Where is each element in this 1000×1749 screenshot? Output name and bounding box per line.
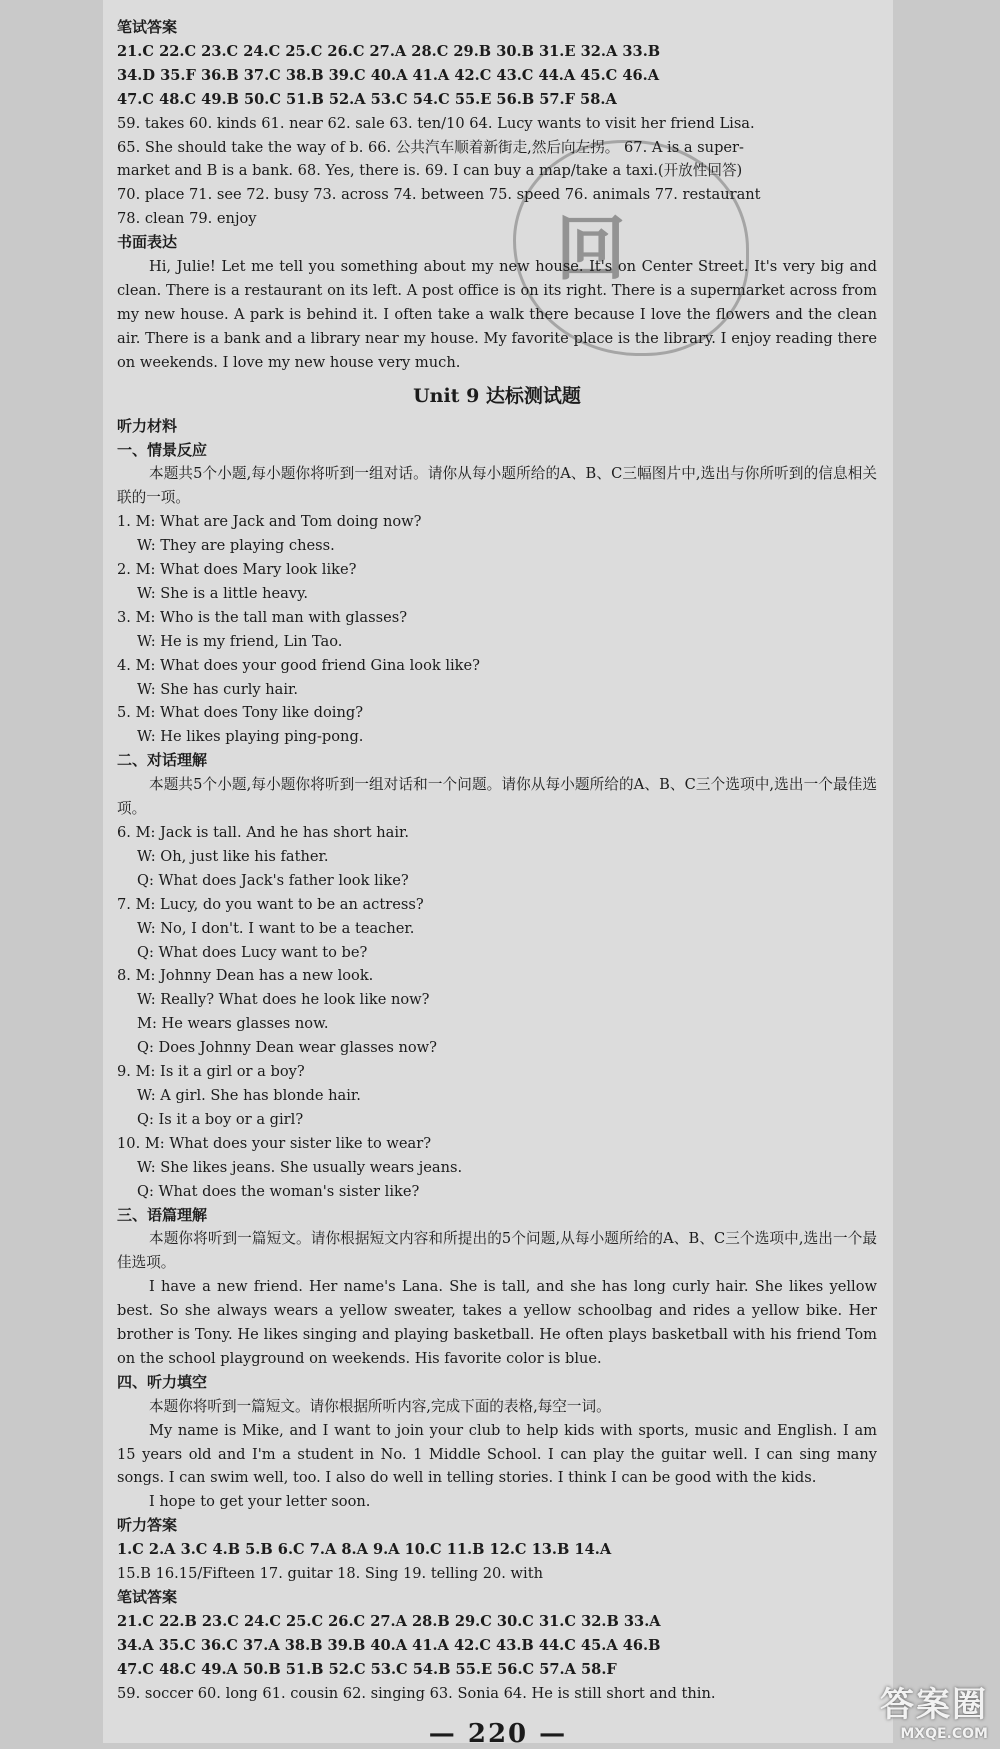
part2-title: 二、对话理解 — [117, 749, 877, 773]
dialogue-line: Q: Does Johnny Dean wear glasses now? — [117, 1036, 877, 1060]
dialogue-line: M: He wears glasses now. — [117, 1012, 877, 1036]
answer-line: 78. clean 79. enjoy — [117, 207, 877, 231]
dialogue-line: W: She is a little heavy. — [117, 582, 877, 606]
answer-line: 59. soccer 60. long 61. cousin 62. singing 63. Sonia 64. He is still short and thin. — [117, 1682, 877, 1706]
dialogue-line: W: She likes jeans. She usually wears jeans. — [117, 1156, 877, 1180]
dialogue-line: 3. M: Who is the tall man with glasses? — [117, 606, 877, 630]
dialogue-line: W: He is my friend, Lin Tao. — [117, 630, 877, 654]
dialogue-line: 8. M: Johnny Dean has a new look. — [117, 964, 877, 988]
answer-line: market and B is a bank. 68. Yes, there is. 69. I can buy a map/take a taxi.(开放性回答) — [117, 159, 877, 183]
dialogue-line: 6. M: Jack is tall. And he has short hair. — [117, 821, 877, 845]
writing-heading: 书面表达 — [117, 231, 877, 255]
answer-line: 47.C 48.C 49.B 50.C 51.B 52.A 53.C 54.C 55.E 56.B 57.F 58.A — [117, 88, 877, 112]
dialogue-line: W: They are playing chess. — [117, 534, 877, 558]
answer-line: 1.C 2.A 3.C 4.B 5.B 6.C 7.A 8.A 9.A 10.C 11.B 12.C 13.B 14.A — [117, 1538, 877, 1562]
dialogue-line: 2. M: What does Mary look like? — [117, 558, 877, 582]
answer-line: 47.C 48.C 49.A 50.B 51.B 52.C 53.C 54.B 55.E 56.C 57.A 58.F — [117, 1658, 877, 1682]
watermark-url: MXQE.COM — [838, 1726, 988, 1742]
part3-passage: I have a new friend. Her name's Lana. She is tall, and she has long curly hair. She likes yellow best. So she always wears a yellow sweater, takes a yellow schoolbag and rides a yellow bike. Her brother is Tony. He likes singing and playing basketball. He often plays basketball with his friend Tom on the school playground on weekends. His favorite color is blue. — [117, 1275, 877, 1371]
part3-instruction: 本题你将听到一篇短文。请你根据短文内容和所提出的5个问题,从每小题所给的A、B、C三个选项中,选出一个最佳选项。 — [117, 1227, 877, 1275]
dialogue-line: W: Really? What does he look like now? — [117, 988, 877, 1012]
answer-line: 70. place 71. see 72. busy 73. across 74. between 75. speed 76. animals 77. restaurant — [117, 183, 877, 207]
dialogue-line: Q: What does the woman's sister like? — [117, 1180, 877, 1204]
answer-line: 15.B 16.15/Fifteen 17. guitar 18. Sing 19. telling 20. with — [117, 1562, 877, 1586]
page-number: — 220 — — [103, 1719, 893, 1749]
dialogue-line: 4. M: What does your good friend Gina look like? — [117, 654, 877, 678]
unit-title: Unit 9 达标测试题 — [117, 379, 877, 413]
answer-line: 65. She should take the way of b. 66. 公共汽车顺着新街走,然后向左拐。 67. A is a super- — [117, 136, 877, 160]
dialogue-line: Q: Is it a boy or a girl? — [117, 1108, 877, 1132]
part1-title: 一、情景反应 — [117, 439, 877, 463]
listening-answers-heading: 听力答案 — [117, 1514, 877, 1538]
dialogue-line: W: No, I don't. I want to be a teacher. — [117, 917, 877, 941]
answer-line: 59. takes 60. kinds 61. near 62. sale 63. ten/10 64. Lucy wants to visit her friend Lisa. — [117, 112, 877, 136]
stamp-text: 回 — [556, 193, 626, 294]
dialogue-line: W: Oh, just like his father. — [117, 845, 877, 869]
answer-line: 21.C 22.C 23.C 24.C 25.C 26.C 27.A 28.C 29.B 30.B 31.E 32.A 33.B — [117, 40, 877, 64]
dialogue-line: W: A girl. She has blonde hair. — [117, 1084, 877, 1108]
part4-instruction: 本题你将听到一篇短文。请你根据所听内容,完成下面的表格,每空一词。 — [117, 1395, 877, 1419]
dialogue-line: W: He likes playing ping-pong. — [117, 725, 877, 749]
dialogue-line: 1. M: What are Jack and Tom doing now? — [117, 510, 877, 534]
page-content — [117, 16, 877, 1706]
answer-line: 21.C 22.B 23.C 24.C 25.C 26.C 27.A 28.B 29.C 30.C 31.C 32.B 33.A — [117, 1610, 877, 1634]
writing-passage: Hi, Julie! Let me tell you something about my new house. It's on Center Street. It's very big and clean. There is a restaurant on its left. A post office is on its right. There is a supermarket across from my new house. A park is behind it. I often take a walk there because I love the flowers and the clean air. There is a bank and a library near my house. My favorite place is the library. I enjoy reading there on weekends. I love my new house very much. — [117, 255, 877, 375]
dialogue-line: 5. M: What does Tony like doing? — [117, 701, 877, 725]
part4-closing: I hope to get your letter soon. — [117, 1490, 877, 1514]
dialogue-line: Q: What does Lucy want to be? — [117, 941, 877, 965]
part4-title: 四、听力填空 — [117, 1371, 877, 1395]
dialogue-line: 9. M: Is it a girl or a boy? — [117, 1060, 877, 1084]
watermark-logo: 答案圈 — [838, 1677, 988, 1726]
dialogue-line: 10. M: What does your sister like to wear? — [117, 1132, 877, 1156]
part3-title: 三、语篇理解 — [117, 1204, 877, 1228]
site-watermark — [838, 1677, 988, 1735]
written-answers-heading: 笔试答案 — [117, 1586, 877, 1610]
dialogue-line: Q: What does Jack's father look like? — [117, 869, 877, 893]
dialogue-line: W: She has curly hair. — [117, 678, 877, 702]
answer-line: 34.D 35.F 36.B 37.C 38.B 39.C 40.A 41.A 42.C 43.C 44.A 45.C 46.A — [117, 64, 877, 88]
dialogue-line: 7. M: Lucy, do you want to be an actress? — [117, 893, 877, 917]
answer-line: 34.A 35.C 36.C 37.A 38.B 39.B 40.A 41.A 42.C 43.B 44.C 45.A 46.B — [117, 1634, 877, 1658]
part2-instruction: 本题共5个小题,每小题你将听到一组对话和一个问题。请你从每小题所给的A、B、C三个选项中,选出一个最佳选项。 — [117, 773, 877, 821]
written-answers-heading-top: 笔试答案 — [117, 16, 877, 40]
part1-instruction: 本题共5个小题,每小题你将听到一组对话。请你从每小题所给的A、B、C三幅图片中,选出与你所听到的信息相关联的一项。 — [117, 462, 877, 510]
book-page — [103, 0, 893, 1743]
part4-passage: My name is Mike, and I want to join your club to help kids with sports, music and English. I am 15 years old and I'm a student in No. 1 Middle School. I can play the guitar well. I can sing many songs. I can swim well, too. I also do well in telling stories. I think I can be good with the kids. — [117, 1419, 877, 1491]
listening-heading: 听力材料 — [117, 415, 877, 439]
